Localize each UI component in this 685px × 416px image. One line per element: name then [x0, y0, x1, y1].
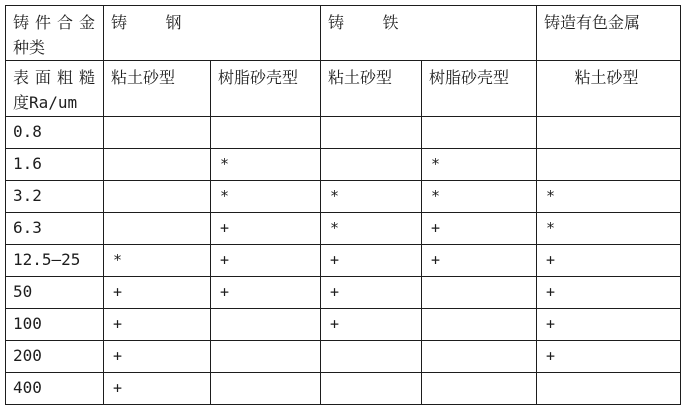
table-row-100: [6, 309, 681, 341]
table-row-200: [6, 341, 681, 373]
mark-cell: [211, 373, 321, 405]
mark-cell: *: [321, 181, 422, 213]
mark-cell: +: [537, 245, 681, 277]
row-label: 1.6: [6, 149, 104, 181]
mark-cell: [422, 117, 537, 149]
subheader-steel-resin-shell: 树脂砂壳型: [211, 61, 321, 117]
header-roughness-line2: 度Ra/um: [13, 93, 78, 112]
mark-cell: +: [321, 277, 422, 309]
mark-cell: [537, 149, 681, 181]
subheader-steel-clay-sand: 粘土砂型: [104, 61, 211, 117]
mark-cell: *: [211, 149, 321, 181]
mark-cell: +: [211, 213, 321, 245]
mark-cell: +: [321, 245, 422, 277]
table-row-3.2: [6, 181, 681, 213]
mark-cell: *: [211, 181, 321, 213]
row-label: 400: [6, 373, 104, 405]
mark-cell: *: [321, 213, 422, 245]
subheader-iron-clay-sand: 粘土砂型: [321, 61, 422, 117]
mark-cell: +: [537, 341, 681, 373]
header-roughness-line1: 表面粗糙: [13, 68, 102, 87]
mark-cell: +: [104, 373, 211, 405]
mark-cell: +: [422, 245, 537, 277]
header-cast-steel: 铸 钢: [104, 6, 321, 61]
mark-cell: +: [104, 277, 211, 309]
mark-cell: [422, 309, 537, 341]
mark-cell: [211, 309, 321, 341]
mark-cell: +: [537, 277, 681, 309]
mark-cell: +: [321, 309, 422, 341]
mark-cell: [104, 117, 211, 149]
mark-cell: +: [211, 277, 321, 309]
mark-cell: +: [537, 309, 681, 341]
header-row-mold-type: [6, 61, 681, 117]
mark-cell: [321, 373, 422, 405]
mark-cell: [422, 341, 537, 373]
mark-cell: [321, 117, 422, 149]
mark-cell: [422, 373, 537, 405]
mark-cell: [321, 149, 422, 181]
table-row-6.3: [6, 213, 681, 245]
mark-cell: [104, 181, 211, 213]
surface-roughness-table: [5, 5, 681, 405]
mark-cell: *: [537, 181, 681, 213]
mark-cell: [211, 117, 321, 149]
row-label: 200: [6, 341, 104, 373]
row-label: 12.5—25: [6, 245, 104, 277]
mark-cell: +: [104, 341, 211, 373]
mark-cell: [321, 341, 422, 373]
header-cast-iron: 铸 铁: [321, 6, 537, 61]
table-row-12.5-25: [6, 245, 681, 277]
row-label: 0.8: [6, 117, 104, 149]
header-nonferrous-metal: 铸造有色金属: [537, 6, 681, 61]
header-alloy-type-line2: 种类: [13, 38, 46, 57]
mark-cell: +: [104, 309, 211, 341]
header-row-alloy: [6, 6, 681, 61]
row-label: 6.3: [6, 213, 104, 245]
table-row-400: [6, 373, 681, 405]
table-row-1.6: [6, 149, 681, 181]
mark-cell: *: [104, 245, 211, 277]
row-label: 50: [6, 277, 104, 309]
subheader-iron-resin-shell: 树脂砂壳型: [422, 61, 537, 117]
mark-cell: [104, 149, 211, 181]
mark-cell: [537, 117, 681, 149]
row-label: 100: [6, 309, 104, 341]
mark-cell: [211, 341, 321, 373]
mark-cell: *: [537, 213, 681, 245]
table-row-50: [6, 277, 681, 309]
mark-cell: [422, 277, 537, 309]
mark-cell: +: [211, 245, 321, 277]
row-label: 3.2: [6, 181, 104, 213]
mark-cell: [104, 213, 211, 245]
header-roughness: [6, 61, 104, 117]
mark-cell: +: [422, 213, 537, 245]
header-alloy-type-line1: 铸件合金: [13, 13, 102, 32]
header-alloy-type: [6, 6, 104, 61]
mark-cell: *: [422, 181, 537, 213]
mark-cell: *: [422, 149, 537, 181]
mark-cell: [537, 373, 681, 405]
subheader-nonferrous-clay-sand: 粘土砂型: [537, 61, 681, 117]
table-row-0.8: [6, 117, 681, 149]
